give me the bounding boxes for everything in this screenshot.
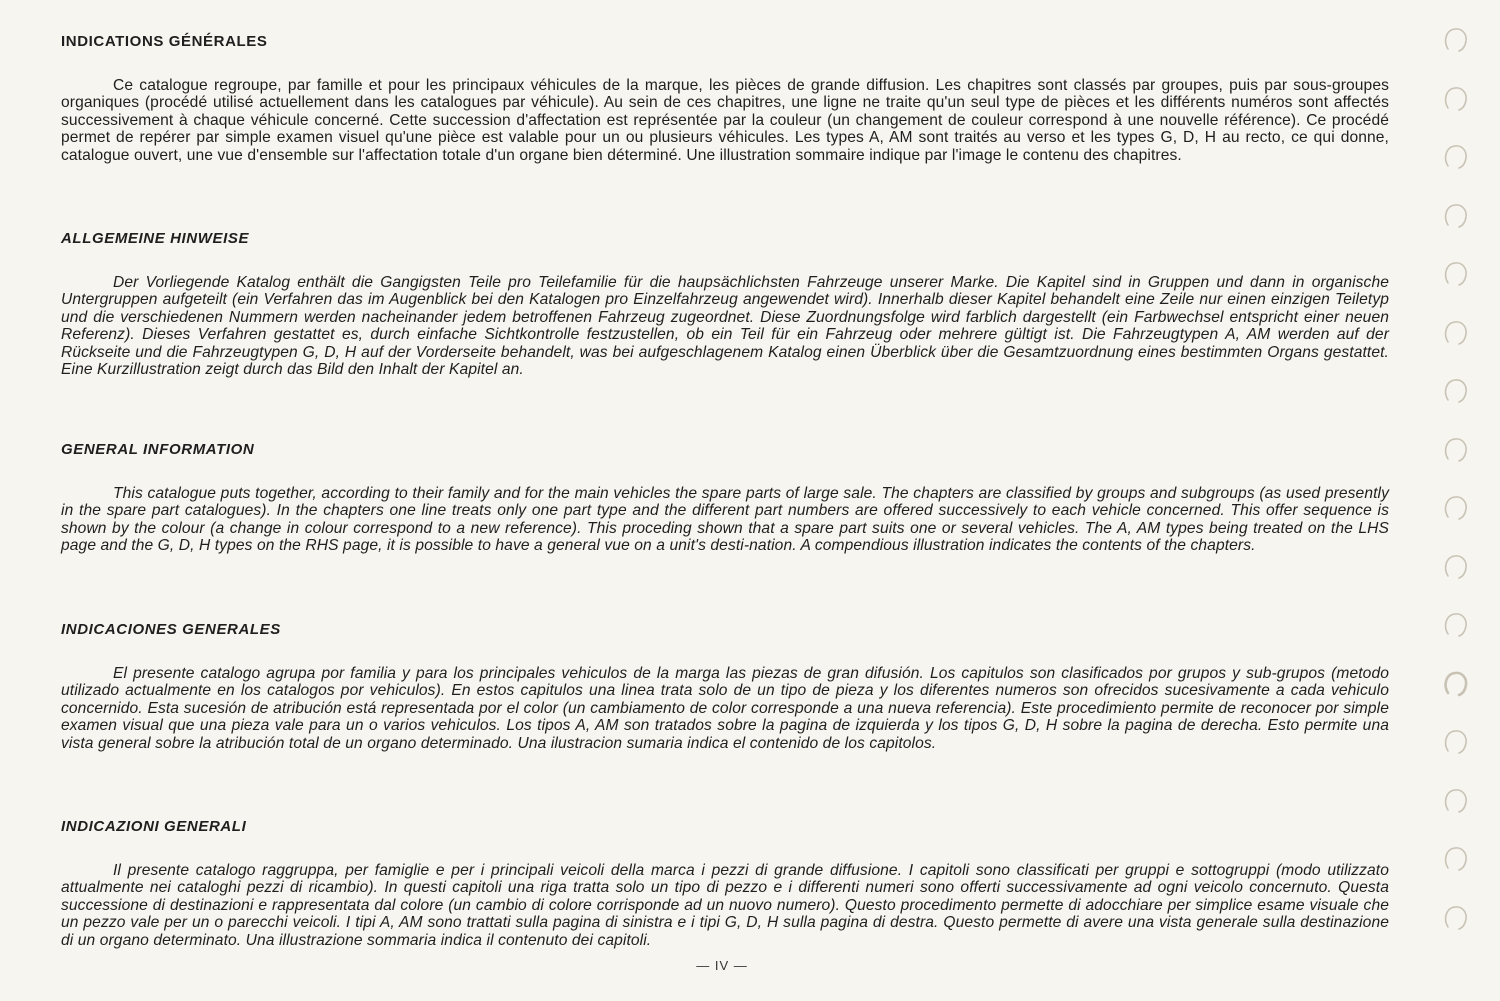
heading-italian: INDICAZIONI GENERALI [61,818,247,835]
binding-ring-icon [1442,844,1470,874]
binding-ring-icon [1442,318,1470,348]
heading-german: ALLGEMEINE HINWEISE [61,230,250,247]
paragraph-italian: Il presente catalogo raggruppa, per famiglie e per i principali veicoli della marca i pezzi di grande diffusione. I capitoli sono classificati per gruppi e sottogruppi (modo utilizzato attualmente nei cataloghi pezzi di ricambio). In questi capitoli una riga tratta solo un tipo di pezzo e i differenti numeri sono offerti successivamente ad ogni veicolo concernuto. Questa successione di destinazioni e rappresentata dal colore (un cambio di colore corrisponde ad un nuovo numero). Questo procedimento permette di adocchiare per simplice esame visuale che un pezzo vale per un o parecchi veicoli. I tipi A, AM sono trattati sulla pagina di sinistra e i tipi G, D, H sulla pagina di destra. Questo permette di avere una vista generale sulla destinazione di un organo determinato. Una illustrazione sommaria indica il contenuto dei capitoli. [61,862,1389,949]
binding-ring-icon [1442,727,1470,757]
binding-ring-icon [1442,669,1470,699]
binding-ring-icon [1442,142,1470,172]
heading-english: GENERAL INFORMATION [61,441,255,458]
paragraph-french: Ce catalogue regroupe, par famille et pour les principaux véhicules de la marque, les pièces de grande diffusion. Les chapitres sont classés par groupes, puis par sous-groupes organiques (procédé utilisé actuellement dans les catalogues par véhicule). Au sein de ces chapitres, une ligne ne traite qu'un seul type de pièces et les différents numéros sont affectés successivement à chaque véhicule concerné. Cette succession d'affectation est représentée par la couleur (un changement de couleur correspond à une nouvelle référence). Ce procédé permet de repérer par simple examen visuel qu'une pièce est valable pour un ou plusieurs véhicules. Les types A, AM sont traités au verso et les types G, D, H au recto, ce qui donne, catalogue ouvert, une vue d'ensemble sur l'affectation totale d'un organe bien déterminé. Une illustration sommaire indique par l'image le contenu des chapitres. [61,77,1389,164]
paragraph-german: Der Vorliegende Katalog enthält die Gangigsten Teile pro Teilefamilie für die haupsächlichsten Fahrzeuge unserer Marke. Die Kapitel sind in Gruppen und dann in organische Untergruppen aufgeteilt (ein Verfahren das im Augenblick bei den Katalogen pro Einzelfahrzeug angewendet wird). Innerhalb dieser Kapitel behandelt eine Zeile nur einen einzigen Teiletyp und die verschiedenen Nummern werden nacheinander jedem betroffenen Fahrzeug zugeordnet. Diese Zuordnungsfolge wird farblich dargestellt (ein Farbwechsel entspricht einer neuen Referenz). Dieses Verfahren gestattet es, durch einfache Sichtkontrolle festzustellen, ob ein Teil für ein Fahrzeug oder mehrere gültigt ist. Die Fahrzeugtypen A, AM werden auf der Rückseite und die Fahrzeugtypen G, D, H auf der Vorderseite behandelt, was bei aufgeschlagenem Katalog einen Überblick über die Gesamtzuordnung eines bestimmten Organs gestattet. Eine Kurzillustration zeigt durch das Bild den Inhalt der Kapitel an. [61,274,1389,379]
section-spanish [61,621,1389,752]
heading-french: INDICATIONS GÉNÉRALES [61,33,268,50]
binding-ring-icon [1442,435,1470,465]
binding-ring-icon [1442,903,1470,933]
page-number: — IV — [696,958,748,973]
binding-ring-icon [1442,201,1470,231]
binding-ring-icon [1442,493,1470,523]
binding-ring-icon [1442,786,1470,816]
binding-ring-icon [1442,610,1470,640]
binding-ring-icon [1442,552,1470,582]
heading-spanish: INDICACIONES GENERALES [61,621,281,638]
binding-ring-icon [1442,84,1470,114]
spiral-binding [1438,25,1478,975]
section-english [61,441,1389,555]
binding-ring-icon [1442,25,1470,55]
section-german [61,230,1389,378]
paragraph-spanish: El presente catalogo agrupa por familia y para los principales vehiculos de la marga las piezas de gran difusión. Los capitulos son clasificados por grupos y sub-grupos (metodo utilizado actualmente en los catalogos por vehiculos). En estos capitulos una linea trata solo de un tipo de pieza y los diferentes numeros son ofrecidos sucesivamente a cada vehiculo concernido. Esta sucesión de atribución está representada por el color (un cambiamento de color corresponde a una nueva referencia). Este procedimiento permite de reconocer por simple examen visual que una pieza vale para un o varios vehiculos. Los tipos A, AM son tratados sobre la pagina de izquierda y los tipos G, D, H sobre la pagina de derecha. Esto permite una vista general sobre la atribución total de un organo determinado. Una ilustracion sumaria indica el contenido de los capitolos. [61,665,1389,752]
binding-ring-icon [1442,376,1470,406]
binding-ring-icon [1442,259,1470,289]
section-italian [61,818,1389,949]
paragraph-english: This catalogue puts together, according to their family and for the main vehicles the spare parts of large sale. The chapters are classified by groups and subgroups (as used presently in the spare part catalogues). In the chapters one line treats only one part type and the different part numbers are offered successively to each vehicle concerned. This offer sequence is shown by the colour (a change in colour correspond to a new reference). This proceding shown that a spare part suits one or several vehicles. The A, AM types being treated on the LHS page and the G, D, H types on the RHS page, it is possible to have a general vue on a unit's desti-nation. A compendious illustration indicates the contents of the chapters. [61,485,1389,555]
section-french [61,33,1389,164]
